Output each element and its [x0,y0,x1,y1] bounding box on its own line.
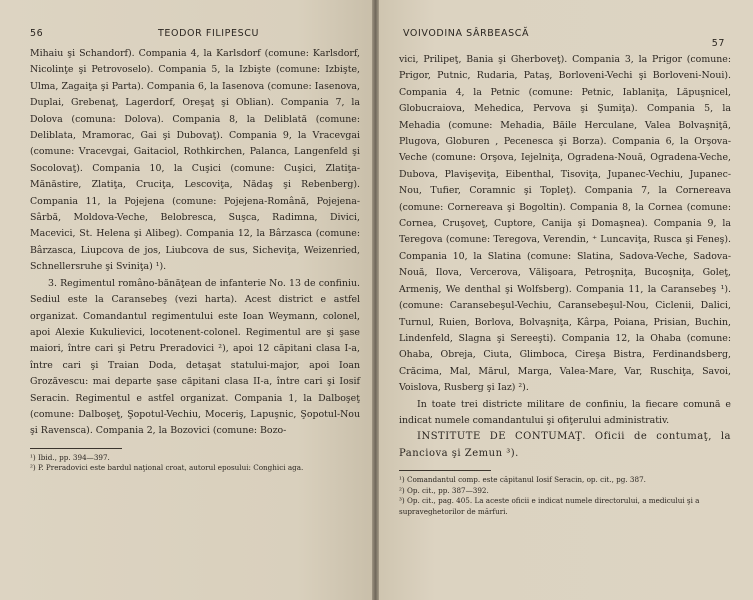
left-running-title: TEODOR FILIPESCU [158,28,260,39]
right-paragraph-1: vici, Prilipeţ, Bania şi Gherboveţ). Compania 3, la Prigor (comune: Prigor, Putnic, Rudaria, Pataş, Borloveni-Vechi şi Borloveni-Noui). Compania 4, la Petnic (comune: Petnic, Iablaniţa, Lăpuşnicel, Globucraiova, Mehedica, Pervova şi Şumiţa). Compania 5, la Mehadia (comune: Mehadia, Băile Herculane, Valea Bolvaşniţă, Plugova, Globuren , Pecenesca şi Borza). Compania 6, la Orşova-Veche (comune: Orşova, Iejelniţa, Ogradena-Nouă, Ogradena-Veche, Dubova, Plavişeviţa, Eibenthal, Tisoviţa, Jupanec-Vechiu, Jupanec-Nou, Tufier, Coramnic şi Topleţ). Compania 7, la Cornereava (comune: Cornereava şi Bogoltin). Compania 8, la Cornea (comune: Cornea, Cruşoveţ, Cuptore, Canija şi Domaşnea). Compania 9, la Teregova (comune: Teregova, Verendin, ⁺ Luncaviţa, Rusca şi Feneş). Compania 10, la Slatina (comune: Slatina, Sadova-Veche, Sadova-Nouă, Ilova, Vercerova, Vălişoara, Petroşniţa, Bucoşniţa, Goleţ, Armeniş, We denthal şi Wolfsberg). Compania 11, la Caransebeş ¹). (comune: Caransebeşul-Vechiu, Caransebeşul-Nou, Ciclenii, Dalici, Turnul, Ruien, Borlova, Bolvaşniţa, Kârpa, Poiana, Prisian, Buchin, Lindenfeld, Slagna şi Sereeşti). Compania 12, la Ohaba (comune: Ohaba, Obreja, Ciuta, Glimboca, Cireşa Bistra, Ferdinandsberg, Crăcima, Mal, Mărul, Marga, Valea-Mare, Var, Ruschiţa, Savoi, Voislova, Rusberg şi Iaz) ²). [399,54,731,394]
book-gutter [372,0,379,600]
left-page [0,0,372,600]
left-paragraph-1: Mihaiu şi Schandorf). Compania 4, la Karlsdorf (comune: Karlsdorf, Nicolinţe şi Petrovoselo). Compania 5, la Izbişte (comune: Izbişte, Ulma, Zagaiţa şi Parta). Compania 6, la Iasenova (comune: Iasenova, Duplai, Grebenaţ, Lagerdorf, Oreşaţ şi Oblian). Compania 7, la Dolova (comuna: Dolova). Compania 8, la Deliblată (comune: Deliblata, Mramorac, Gai şi Dubovaţ). Compania 9, la Vracevgai (comune: Vracevgai, Gaitaciol, Rothkirchen, Palanca, Langenfeld şi Socolovaţ). Compania 10, la Cuşici (comune: Cuşici, Zlatiţa-Mănăstire, Zlatiţa, Cruciţa, Lescoviţa, Nădaş şi Rebenberg). Compania 11, la Pojejena (comune: Pojejena-Română, Pojejena-Sârbă, Moldova-Veche, Belobresca, Suşca, Radimna, Divici, Macevici, St. Helena şi Alibeg). Compania 12, la Bârzasca (comune: Bârzasca, Liupcova de jos, Liubcova de sus, Sicheviţa, Weizenried, Schnellersruhe şi Sviniţa) ¹). [30,48,360,273]
left-footnote-2: ²) P. Preradovici este bardul naţional croat, autorul eposului: Conghici aga. [30,463,304,473]
right-footnote-2: ²) Op. cit., pp. 387—392. [399,485,489,495]
right-footnote-1: ¹) Comandantul comp. este căpitanul Iosif Seracin, op. cit., pg. 387. [399,475,646,485]
left-body [30,46,360,440]
left-footnote-1: ¹) Ibid., pp. 394—397. [30,452,110,462]
right-footnotes [399,475,731,517]
right-page [379,0,753,600]
right-body [399,52,731,462]
right-running-title: VOIVODINA SÂRBEASCĂ [403,28,530,39]
right-paragraph-2: In toate trei districte militare de confiniu, la fiecare comună e indicat numele comandantului şi ofiţerului administrativ. [399,398,731,426]
left-footnote-rule [30,448,122,449]
right-footnote-rule [399,470,491,471]
right-paragraph-3: INSTITUTE DE CONTUMAŢ. Oficii de contumaţ, la Panciova şi Zemun ³). [399,431,731,459]
left-footnotes [30,453,360,474]
left-running-head [30,28,360,42]
left-page-number: 56 [30,28,44,39]
right-footnote-3: ³) Op. cit., pag. 405. La aceste oficii e indicat numele directorului, a medicului şi a supraveghetorilor de mărfuri. [399,496,700,516]
right-running-head [399,28,731,49]
right-page-number: 57 [711,38,725,49]
left-paragraph-2: 3. Regimentul româno-bănăţean de infanterie No. 13 de confiniu. Sediul este la Caransebeş (vezi harta). Acest district e astfel organizat. Comandantul regimentului este Ioan Weymann, colonel, apoi Alexie Kukulievici, locotenent-colonel. Regimentul are şi şase maiori, între cari şi Petru Preradovici ²), apoi 12 căpitani clasa I-a, între cari şi Traian Doda, detaşat statului-major, apoi Ioan Grozăvescu: mai departe şase căpitani clasa II-a, între cari şi Iosif Seracin. Regimentul e astfel organizat. Compania 1, la Dalboşeţ (comune: Dalboşeţ, Şopotul-Vechiu, Moceriş, Lapuşnic, Şopotul-Nou şi Ravensca). Compania 2, la Bozovici (comune: Bozo- [30,277,360,437]
